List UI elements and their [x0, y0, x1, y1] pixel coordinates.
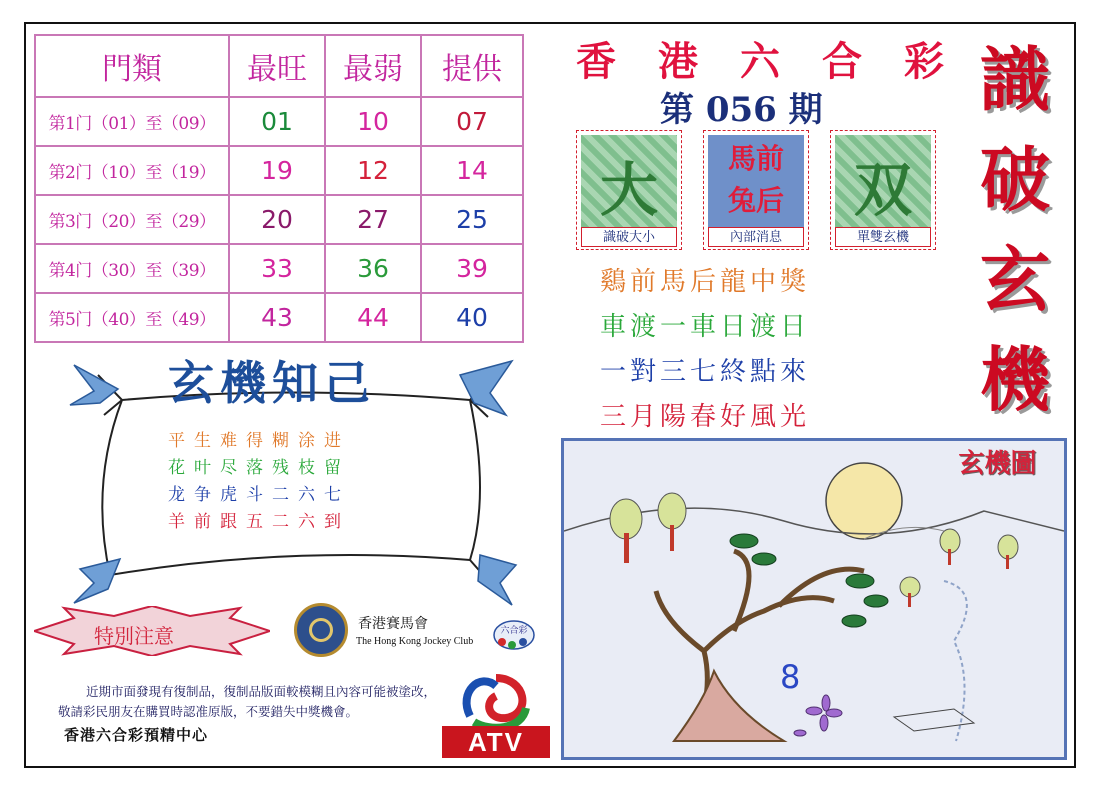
title-char: 彩 — [904, 38, 944, 85]
row-label: 第3门（20）至（29） — [35, 195, 229, 244]
header-category: 門類 — [35, 35, 229, 97]
header-weak: 最弱 — [325, 35, 421, 97]
verse-line: 花叶尽落残枝留 — [168, 458, 350, 478]
box-glyph: 大 — [599, 156, 658, 224]
table-row — [35, 293, 523, 342]
verse-line: 羊前跟五二六到 — [168, 512, 350, 532]
riddle-picture — [561, 438, 1067, 760]
special-notice: 特別注意 — [94, 624, 174, 648]
offer-number: 25 — [421, 195, 523, 244]
poem-line: 三月陽春好風光 — [600, 402, 811, 432]
mark-six-logo-icon — [492, 618, 536, 652]
scene-tag: 玄機圖 — [958, 449, 1037, 479]
box-caption: 內部消息 — [708, 227, 804, 247]
table-row — [35, 146, 523, 195]
table-row — [35, 244, 523, 293]
verse-line: 龙争虎斗二六七 — [168, 485, 350, 505]
box-caption: 單雙玄機 — [835, 227, 931, 247]
weak-number: 44 — [325, 293, 421, 342]
riddle-poem — [600, 260, 910, 440]
club-name-zh: 香港賽馬會 — [358, 616, 428, 632]
big-title-char: 機 — [980, 338, 1050, 421]
weak-number: 12 — [325, 146, 421, 195]
offer-number: 07 — [421, 97, 523, 146]
lottery-title — [576, 30, 944, 87]
scene-number: 8 — [780, 658, 801, 696]
big-title-char: 破 — [980, 138, 1050, 221]
row-label: 第5门（40）至（49） — [35, 293, 229, 342]
offer-number: 40 — [421, 293, 523, 342]
title-char: 六 — [740, 38, 780, 85]
offer-number: 14 — [421, 146, 523, 195]
period-number: 第 056 期 — [660, 90, 823, 130]
offer-number: 39 — [421, 244, 523, 293]
title-char: 香 — [576, 38, 616, 85]
know-title: 玄機知己 — [168, 356, 376, 410]
table-row — [35, 97, 523, 146]
title-char: 合 — [822, 38, 862, 85]
header-offer: 提供 — [421, 35, 523, 97]
jockey-club-logo-icon — [294, 603, 348, 657]
atv-label: ATV — [442, 726, 550, 758]
box-line: 馬前 — [727, 142, 784, 175]
box-line: 兔后 — [727, 184, 784, 217]
verse-line: 平生难得糊涂进 — [168, 431, 350, 451]
big-title-char: 玄 — [980, 238, 1050, 321]
big-title — [960, 30, 1070, 430]
best-number: 19 — [229, 146, 325, 195]
best-number: 20 — [229, 195, 325, 244]
weak-number: 27 — [325, 195, 421, 244]
flower-icon — [794, 695, 842, 736]
header-best: 最旺 — [229, 35, 325, 97]
poem-line: 車渡一車日渡日 — [600, 312, 811, 342]
size-hint-box — [576, 130, 682, 250]
row-label: 第1门（01）至（09） — [35, 97, 229, 146]
box-glyph: 双 — [853, 156, 912, 224]
club-name-en: The Hong Kong Jockey Club — [356, 636, 474, 647]
verse-block — [168, 428, 350, 536]
weak-number: 10 — [325, 97, 421, 146]
copy-warning: 近期市面發現有復制品，復制品版面較模糊且內容可能被塗改，敬請彩民朋友在購買時認准原版，不要錯失中獎機會。 — [58, 684, 437, 719]
poem-line: 一對三七終點來 — [600, 357, 811, 387]
odd-even-box — [830, 130, 936, 250]
big-title-char: 識 — [980, 38, 1050, 121]
scene-drawing — [564, 441, 1064, 757]
number-table — [34, 34, 524, 343]
mark-six-text: 六合彩 — [500, 626, 528, 636]
best-number: 01 — [229, 97, 325, 146]
inside-news-box — [703, 130, 809, 250]
signature: 香港六合彩預精中心 — [64, 726, 209, 744]
table-header-row — [35, 35, 523, 97]
row-label: 第2门（10）至（19） — [35, 146, 229, 195]
box-caption: 識破大小 — [581, 227, 677, 247]
row-label: 第4门（30）至（39） — [35, 244, 229, 293]
poem-line: 鷄前馬后龍中獎 — [600, 267, 811, 297]
title-char: 港 — [658, 38, 698, 85]
tree-icon — [610, 493, 1018, 607]
table-row — [35, 195, 523, 244]
best-number: 43 — [229, 293, 325, 342]
weak-number: 36 — [325, 244, 421, 293]
best-number: 33 — [229, 244, 325, 293]
